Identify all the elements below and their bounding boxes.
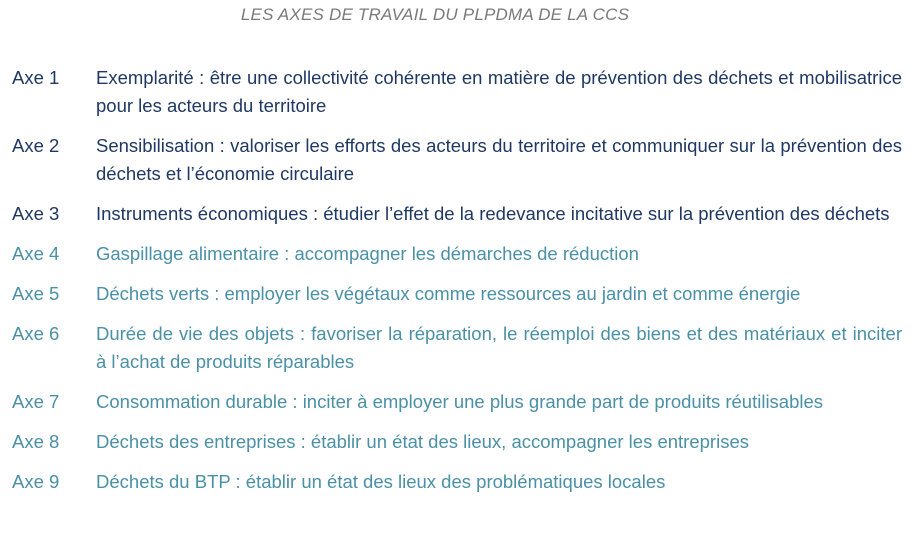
axe-item-2 — [0, 132, 917, 188]
axes-list — [0, 64, 917, 508]
axe-description: Déchets des entreprises : établir un état des lieux, accompagner les entreprises — [96, 431, 749, 452]
axe-description: Consommation durable : inciter à employer une plus grande part de produits réutilisables — [96, 391, 824, 412]
axe-item-6 — [0, 320, 917, 376]
axe-label: Axe 2 — [12, 135, 60, 156]
axe-description: Sensibilisation : valoriser les efforts des acteurs du territoire et communiquer sur la prévention des déchets et l’économie circulaire — [96, 135, 902, 184]
axe-description: Déchets verts : employer les végétaux comme ressources au jardin et comme énergie — [96, 283, 801, 304]
axe-item-9 — [0, 468, 917, 496]
axe-item-8 — [0, 428, 917, 456]
axe-description: Exemplarité : être une collectivité cohérente en matière de prévention des déchets et mobilisatrice pour les acteurs du territoire — [96, 67, 902, 116]
axe-label: Axe 3 — [12, 203, 60, 224]
axe-item-5 — [0, 280, 917, 308]
axe-item-7 — [0, 388, 917, 416]
axe-label: Axe 9 — [12, 471, 60, 492]
axe-description: Gaspillage alimentaire : accompagner les démarches de réduction — [96, 243, 639, 264]
axe-item-4 — [0, 240, 917, 268]
document-title: LES AXES DE TRAVAIL DU PLPDMA DE LA CCS — [240, 5, 630, 24]
axe-label: Axe 6 — [12, 323, 60, 344]
axe-label: Axe 8 — [12, 431, 60, 452]
axe-label: Axe 4 — [12, 243, 60, 264]
axe-description: Instruments économiques : étudier l’effet de la redevance incitative sur la prévention des déchets — [96, 203, 890, 224]
axe-description: Durée de vie des objets : favoriser la réparation, le réemploi des biens et des matériaux et inciter à l’achat de produits réparables — [96, 323, 902, 372]
axe-label: Axe 1 — [12, 67, 60, 88]
axe-item-1 — [0, 64, 917, 120]
axe-label: Axe 5 — [12, 283, 60, 304]
axe-description: Déchets du BTP : établir un état des lieux des problématiques locales — [96, 471, 666, 492]
axe-item-3 — [0, 200, 917, 228]
axe-label: Axe 7 — [12, 391, 60, 412]
